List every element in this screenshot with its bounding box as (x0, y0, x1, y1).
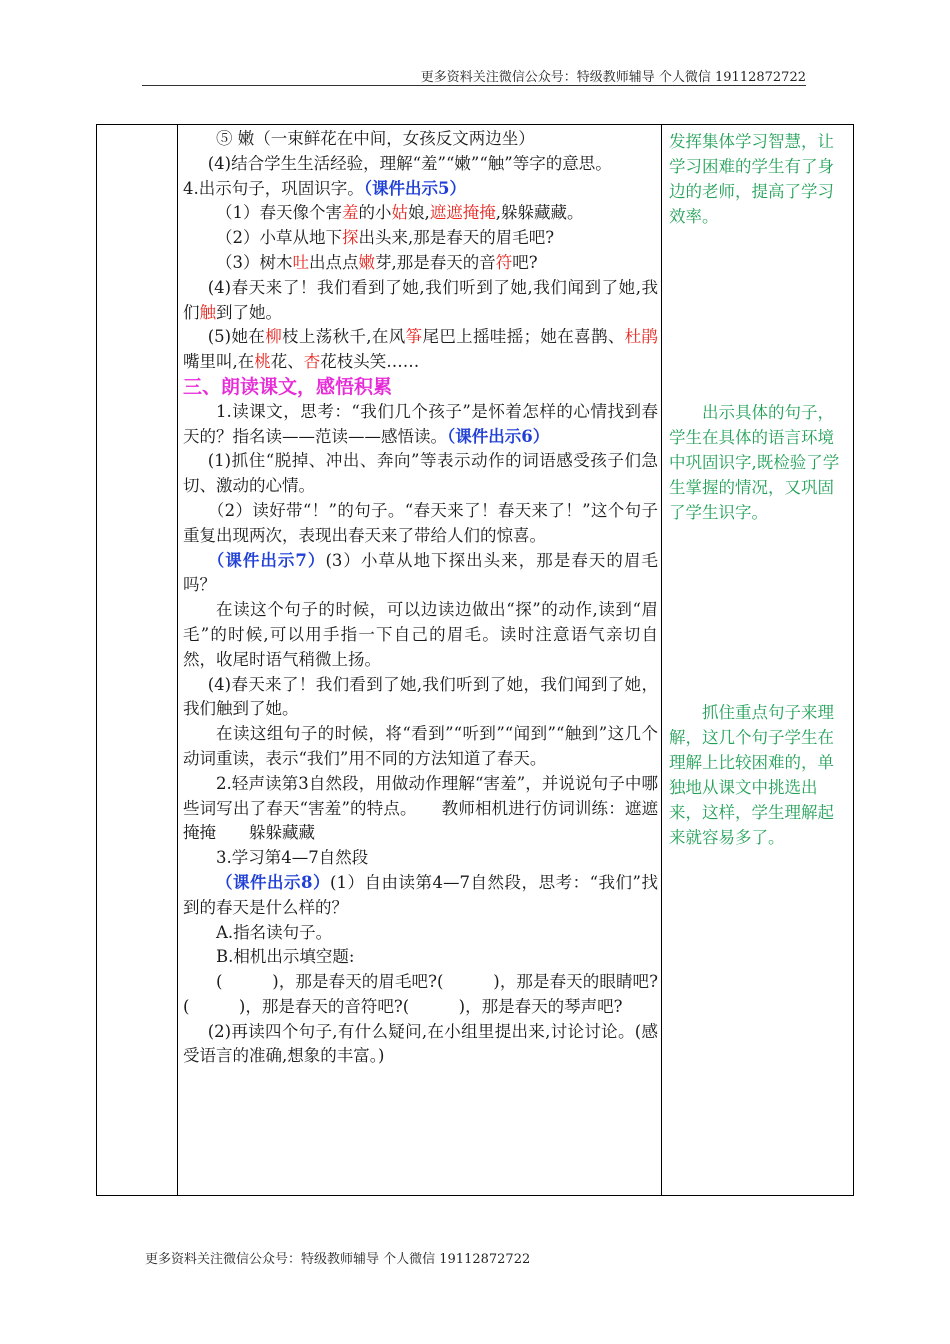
reading-point-1: (1)抓住“脱掉、冲出、奔向”等表示动作的词语感受孩子们急切、激动的心情。 (183, 451, 658, 496)
sentence-1: （1）春天像个害羞的小姑娘,遮遮掩掩,躲躲藏藏。 (216, 203, 584, 223)
courseware-label: （课件出示6） (447, 426, 550, 446)
section-heading: 三、朗读课文，感悟积累 (183, 375, 393, 398)
sentence-step: 4.出示句子，巩固识字。（课件出示5） (183, 178, 466, 198)
reading-step-1: 1.读课文，思考：“我们几个孩子”是怀着怎样的心情找到春天的？指名读——范读——感悟读。（课件出示6） (183, 401, 658, 446)
page-header: 更多资料关注微信公众号：特级教师辅导 个人微信 19112872722 (420, 70, 806, 85)
meaning-step: (4)结合学生生活经验，理解“羞”“嫩”“触”等字的意思。 (207, 153, 612, 173)
question-step: （课件出示8）(1）自由读第4—7自然段，思考：“我们”找到的春天是什么样的？ (183, 872, 658, 917)
step-a: A.指名读句子。 (216, 922, 333, 942)
courseware-label: （课件出示7） (207, 550, 326, 570)
reading-point-4: (4)春天来了！我们看到了她,我们听到了她，我们闻到了她，我们触到了她。 (183, 674, 658, 719)
courseware-label: （课件出示5） (363, 178, 466, 198)
char-note: ⑤ 嫩（一束鲜花在中间，女孩反文两边坐） (216, 129, 535, 148)
header-rule (142, 85, 806, 86)
reading-point-3: （课件出示7）(3）小草从地下探出头来，那是春天的眉毛吗？ (183, 550, 659, 595)
reading-step-2: 2.轻声读第3自然段，用做动作理解“害羞”，并说说句子中哪些词写出了春天“害羞”的特点。 教师相机进行仿词训练：遮遮掩掩 躲躲藏藏 (183, 773, 658, 843)
process-column (178, 125, 662, 1195)
sentence-3: （3）树木吐出点点嫩芽,那是春天的音符吧? (216, 252, 538, 272)
notes-column (662, 125, 853, 1195)
reading-point-2: （2）读好带“！”的句子。“春天来了！春天来了！”这个句子重复出现两次，表现出春天来了带给人们的惊喜。 (183, 500, 658, 545)
process-content (183, 127, 658, 1069)
sentence-4: (4)春天来了！我们看到了她,我们听到了她,我们闻到了她,我们触到了她。 (183, 277, 658, 322)
courseware-label: （课件出示8） (216, 872, 331, 892)
note-2: 出示具体的句子，学生在具体的语言环境中巩固识字,既检验了学生掌握的情况，又巩固了学生识字。 (669, 403, 840, 522)
note-3: 抓住重点句子来理解，这几个句子学生在理解上比较困难的，单独地从课文中挑选出来，这样，学生理解起来就容易多了。 (669, 703, 834, 847)
lesson-table (96, 124, 854, 1196)
reading-tip-1: 在读这个句子的时候，可以边读边做出“探”的动作,读到“眉毛”的时候,可以用手指一下自己的眉毛。读时注意语气亲切自然，收尾时语气稍微上扬。 (183, 600, 658, 669)
fill-blank: ( )，那是春天的眉毛吧?( )，那是春天的眼睛吧?( )，那是春天的音符吧?( )，那是春天的琴声吧? (183, 972, 658, 1016)
step-b: B.相机出示填空题: (216, 947, 355, 967)
sentence-5: (5)她在柳枝上荡秋千,在风筝尾巴上摇哇摇；她在喜鹊、杜鹃嘴里叫,在桃花、杏花枝头笑…… (183, 327, 659, 372)
note-1: 发挥集体学习智慧，让学习困难的学生有了身边的老师，提高了学习效率。 (669, 132, 834, 226)
sentence-2: （2）小草从地下探出头来,那是春天的眉毛吧? (216, 228, 555, 248)
left-column (97, 125, 178, 1195)
page-footer: 更多资料关注微信公众号：特级教师辅导 个人微信 19112872722 (145, 1252, 531, 1267)
reading-tip-2: 在读这组句子的时候，将“看到”“听到”“闻到”“触到”这几个动词重读，表示“我们”用不同的方法知道了春天。 (183, 724, 658, 768)
discussion-step: (2)再读四个句子,有什么疑问,在小组里提出来,讨论讨论。(感受语言的准确,想象的丰富。) (183, 1021, 658, 1066)
reading-step-3: 3.学习第4—7自然段 (216, 848, 369, 868)
